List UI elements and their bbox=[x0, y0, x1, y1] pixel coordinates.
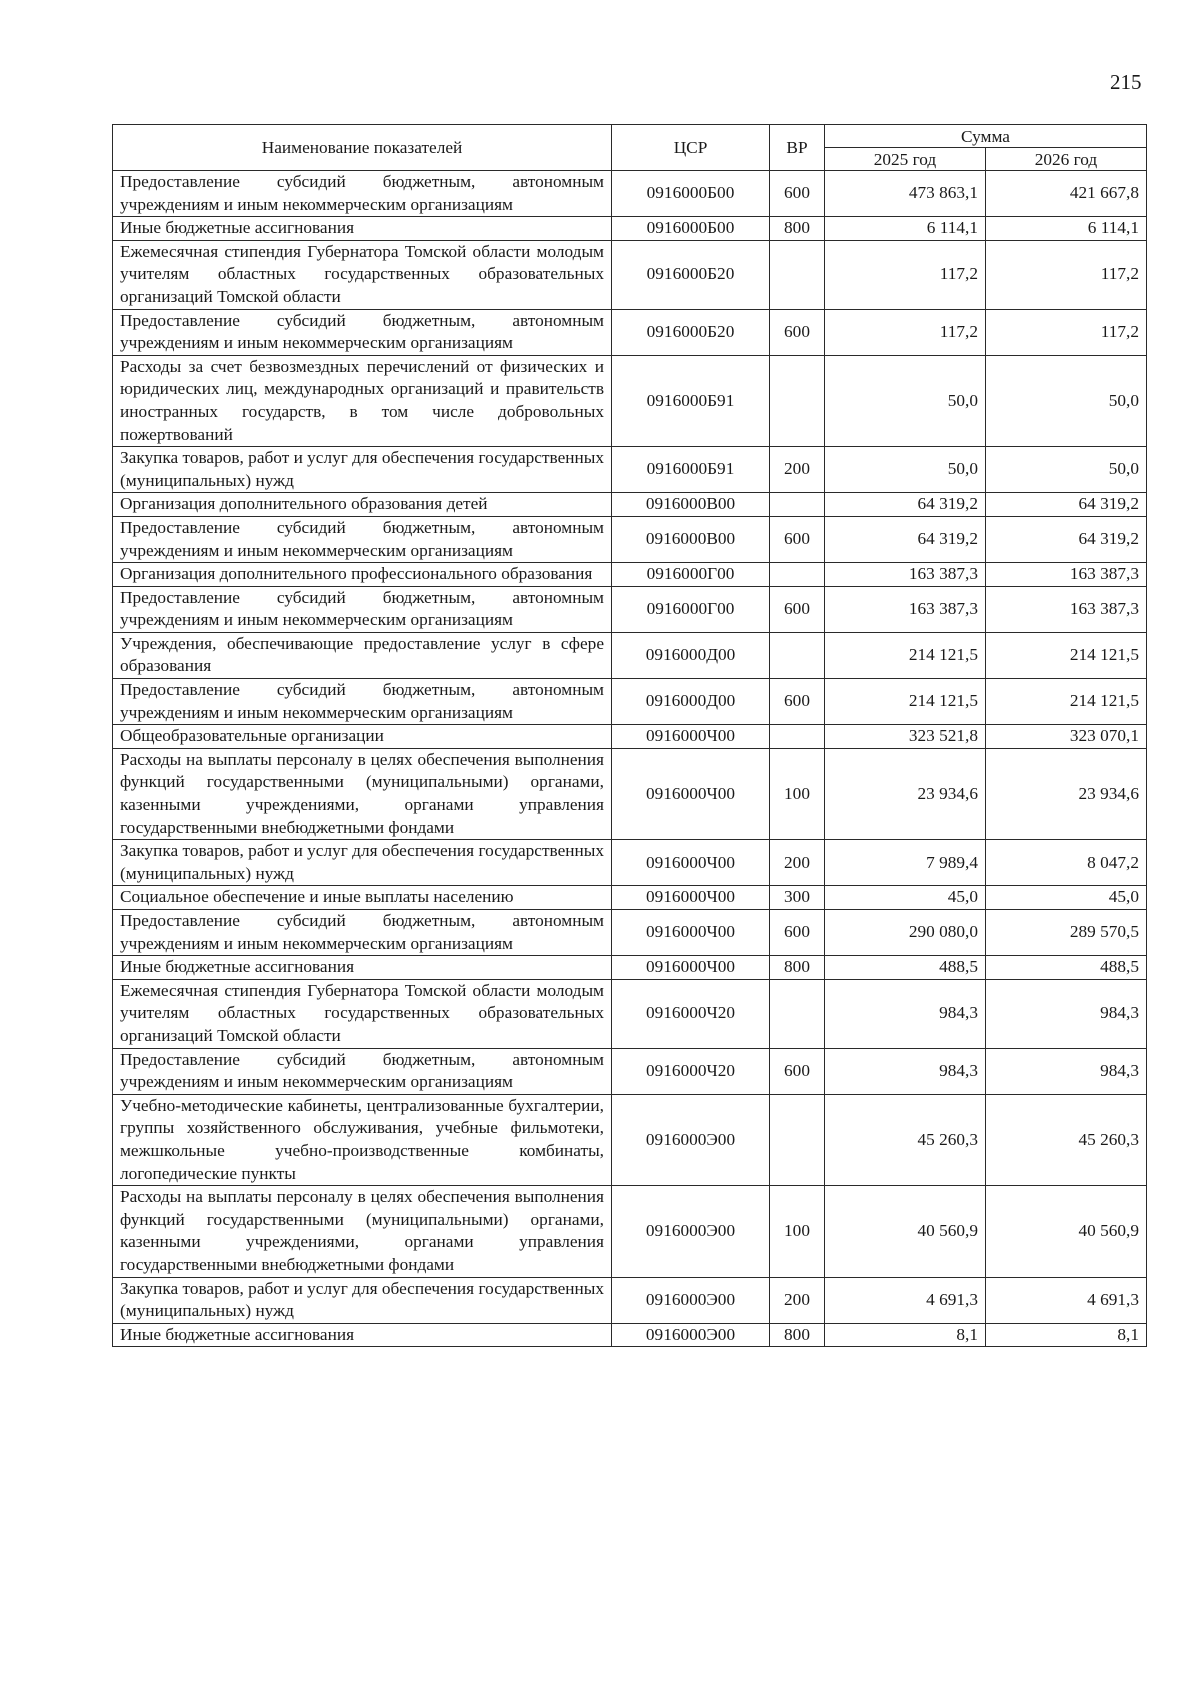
row-vr-cell bbox=[770, 1094, 825, 1185]
row-2026-amount-cell: 984,3 bbox=[986, 979, 1147, 1048]
row-name-cell: Общеобразовательные организации bbox=[113, 725, 612, 749]
row-name-cell: Расходы на выплаты персоналу в целях обеспечения выполнения функций государственными (муниципальными) органами, казенными учреждениями, органами управления государственными внебюджетными фондами bbox=[113, 1186, 612, 1277]
row-2025-amount-cell: 50,0 bbox=[825, 447, 986, 493]
row-2025-amount-cell: 7 989,4 bbox=[825, 840, 986, 886]
row-csr-cell: 0916000Б91 bbox=[612, 447, 770, 493]
row-2026-amount-cell: 64 319,2 bbox=[986, 516, 1147, 562]
row-csr-cell: 0916000Э00 bbox=[612, 1186, 770, 1277]
table-row bbox=[113, 1048, 1147, 1094]
row-name-cell: Предоставление субсидий бюджетным, автономным учреждениям и иным некоммерческим организациям bbox=[113, 516, 612, 562]
row-name-cell: Предоставление субсидий бюджетным, автономным учреждениям и иным некоммерческим организациям bbox=[113, 910, 612, 956]
table-row bbox=[113, 240, 1147, 309]
row-vr-cell bbox=[770, 240, 825, 309]
row-2025-amount-cell: 163 387,3 bbox=[825, 586, 986, 632]
row-2025-amount-cell: 214 121,5 bbox=[825, 679, 986, 725]
header-csr: ЦСР bbox=[612, 125, 770, 171]
row-2025-amount-cell: 64 319,2 bbox=[825, 493, 986, 517]
row-vr-cell: 600 bbox=[770, 910, 825, 956]
row-csr-cell: 0916000Ч00 bbox=[612, 748, 770, 839]
row-2026-amount-cell: 488,5 bbox=[986, 956, 1147, 980]
row-2025-amount-cell: 45 260,3 bbox=[825, 1094, 986, 1185]
row-csr-cell: 0916000Ч20 bbox=[612, 1048, 770, 1094]
table-row bbox=[113, 447, 1147, 493]
table-row bbox=[113, 217, 1147, 241]
row-2026-amount-cell: 323 070,1 bbox=[986, 725, 1147, 749]
row-vr-cell: 200 bbox=[770, 840, 825, 886]
row-csr-cell: 0916000Г00 bbox=[612, 586, 770, 632]
row-name-cell: Предоставление субсидий бюджетным, автономным учреждениям и иным некоммерческим организациям bbox=[113, 679, 612, 725]
row-csr-cell: 0916000Ч00 bbox=[612, 956, 770, 980]
row-2026-amount-cell: 117,2 bbox=[986, 309, 1147, 355]
row-2025-amount-cell: 984,3 bbox=[825, 979, 986, 1048]
row-vr-cell: 300 bbox=[770, 886, 825, 910]
row-name-cell: Иные бюджетные ассигнования bbox=[113, 217, 612, 241]
table-row bbox=[113, 886, 1147, 910]
row-vr-cell: 800 bbox=[770, 956, 825, 980]
row-name-cell: Предоставление субсидий бюджетным, автономным учреждениям и иным некоммерческим организациям bbox=[113, 171, 612, 217]
row-csr-cell: 0916000Ч00 bbox=[612, 725, 770, 749]
row-csr-cell: 0916000Б00 bbox=[612, 171, 770, 217]
row-vr-cell: 100 bbox=[770, 1186, 825, 1277]
row-2026-amount-cell: 984,3 bbox=[986, 1048, 1147, 1094]
row-2025-amount-cell: 4 691,3 bbox=[825, 1277, 986, 1323]
row-vr-cell bbox=[770, 979, 825, 1048]
header-sum: Сумма bbox=[825, 125, 1147, 148]
row-csr-cell: 0916000В00 bbox=[612, 516, 770, 562]
row-2025-amount-cell: 64 319,2 bbox=[825, 516, 986, 562]
row-vr-cell: 600 bbox=[770, 516, 825, 562]
row-vr-cell bbox=[770, 563, 825, 587]
row-2025-amount-cell: 984,3 bbox=[825, 1048, 986, 1094]
row-name-cell: Иные бюджетные ассигнования bbox=[113, 1323, 612, 1347]
row-vr-cell: 600 bbox=[770, 679, 825, 725]
row-2025-amount-cell: 45,0 bbox=[825, 886, 986, 910]
row-2025-amount-cell: 117,2 bbox=[825, 309, 986, 355]
row-2025-amount-cell: 40 560,9 bbox=[825, 1186, 986, 1277]
row-name-cell: Закупка товаров, работ и услуг для обеспечения государственных (муниципальных) нужд bbox=[113, 1277, 612, 1323]
row-2025-amount-cell: 473 863,1 bbox=[825, 171, 986, 217]
row-csr-cell: 0916000Д00 bbox=[612, 679, 770, 725]
table-header bbox=[113, 125, 1147, 171]
row-name-cell: Предоставление субсидий бюджетным, автономным учреждениям и иным некоммерческим организациям bbox=[113, 1048, 612, 1094]
row-2026-amount-cell: 23 934,6 bbox=[986, 748, 1147, 839]
row-2026-amount-cell: 163 387,3 bbox=[986, 586, 1147, 632]
row-vr-cell: 200 bbox=[770, 447, 825, 493]
row-2026-amount-cell: 64 319,2 bbox=[986, 493, 1147, 517]
row-2026-amount-cell: 50,0 bbox=[986, 355, 1147, 446]
row-csr-cell: 0916000Б20 bbox=[612, 240, 770, 309]
row-2026-amount-cell: 214 121,5 bbox=[986, 679, 1147, 725]
table-row bbox=[113, 493, 1147, 517]
header-year-2026: 2026 год bbox=[986, 148, 1147, 171]
table-row bbox=[113, 516, 1147, 562]
row-2026-amount-cell: 40 560,9 bbox=[986, 1186, 1147, 1277]
row-2026-amount-cell: 45 260,3 bbox=[986, 1094, 1147, 1185]
row-name-cell: Закупка товаров, работ и услуг для обеспечения государственных (муниципальных) нужд bbox=[113, 840, 612, 886]
table-row bbox=[113, 840, 1147, 886]
table-row bbox=[113, 956, 1147, 980]
row-csr-cell: 0916000В00 bbox=[612, 493, 770, 517]
row-2026-amount-cell: 4 691,3 bbox=[986, 1277, 1147, 1323]
row-2026-amount-cell: 50,0 bbox=[986, 447, 1147, 493]
row-vr-cell: 200 bbox=[770, 1277, 825, 1323]
row-name-cell: Организация дополнительного профессионального образования bbox=[113, 563, 612, 587]
row-csr-cell: 0916000Б20 bbox=[612, 309, 770, 355]
header-vr: ВР bbox=[770, 125, 825, 171]
row-vr-cell: 600 bbox=[770, 1048, 825, 1094]
table-row bbox=[113, 1186, 1147, 1277]
table-row bbox=[113, 309, 1147, 355]
row-name-cell: Ежемесячная стипендия Губернатора Томской области молодым учителям областных государственных образовательных организаций Томской области bbox=[113, 979, 612, 1048]
row-2026-amount-cell: 214 121,5 bbox=[986, 632, 1147, 678]
row-csr-cell: 0916000Б00 bbox=[612, 217, 770, 241]
row-2026-amount-cell: 117,2 bbox=[986, 240, 1147, 309]
row-2025-amount-cell: 8,1 bbox=[825, 1323, 986, 1347]
row-2025-amount-cell: 50,0 bbox=[825, 355, 986, 446]
row-csr-cell: 0916000Ч00 bbox=[612, 886, 770, 910]
row-name-cell: Предоставление субсидий бюджетным, автономным учреждениям и иным некоммерческим организациям bbox=[113, 309, 612, 355]
table-row bbox=[113, 1277, 1147, 1323]
row-2025-amount-cell: 117,2 bbox=[825, 240, 986, 309]
row-vr-cell bbox=[770, 632, 825, 678]
table-row bbox=[113, 586, 1147, 632]
table-row bbox=[113, 910, 1147, 956]
row-csr-cell: 0916000Ч20 bbox=[612, 979, 770, 1048]
row-2025-amount-cell: 214 121,5 bbox=[825, 632, 986, 678]
row-csr-cell: 0916000Б91 bbox=[612, 355, 770, 446]
row-2025-amount-cell: 323 521,8 bbox=[825, 725, 986, 749]
row-vr-cell bbox=[770, 725, 825, 749]
row-2026-amount-cell: 45,0 bbox=[986, 886, 1147, 910]
row-name-cell: Предоставление субсидий бюджетным, автономным учреждениям и иным некоммерческим организациям bbox=[113, 586, 612, 632]
table-row bbox=[113, 632, 1147, 678]
row-2025-amount-cell: 6 114,1 bbox=[825, 217, 986, 241]
row-vr-cell: 800 bbox=[770, 1323, 825, 1347]
row-csr-cell: 0916000Э00 bbox=[612, 1094, 770, 1185]
row-name-cell: Ежемесячная стипендия Губернатора Томской области молодым учителям областных государственных образовательных организаций Томской области bbox=[113, 240, 612, 309]
row-2026-amount-cell: 163 387,3 bbox=[986, 563, 1147, 587]
row-vr-cell: 600 bbox=[770, 309, 825, 355]
row-2026-amount-cell: 8,1 bbox=[986, 1323, 1147, 1347]
row-vr-cell: 600 bbox=[770, 586, 825, 632]
row-vr-cell bbox=[770, 493, 825, 517]
table-row bbox=[113, 748, 1147, 839]
row-csr-cell: 0916000Э00 bbox=[612, 1323, 770, 1347]
row-vr-cell: 600 bbox=[770, 171, 825, 217]
table-row bbox=[113, 679, 1147, 725]
row-name-cell: Учебно-методические кабинеты, централизованные бухгалтерии, группы хозяйственного обслуживания, учебные фильмотеки, межшкольные учебно-производственные комбинаты, логопедические пункты bbox=[113, 1094, 612, 1185]
row-2026-amount-cell: 8 047,2 bbox=[986, 840, 1147, 886]
row-name-cell: Учреждения, обеспечивающие предоставление услуг в сфере образования bbox=[113, 632, 612, 678]
table-row bbox=[113, 1323, 1147, 1347]
page-number: 215 bbox=[1110, 70, 1142, 94]
row-2026-amount-cell: 421 667,8 bbox=[986, 171, 1147, 217]
row-name-cell: Иные бюджетные ассигнования bbox=[113, 956, 612, 980]
row-name-cell: Расходы за счет безвозмездных перечислений от физических и юридических лиц, международных организаций и правительств иностранных государств, в том числе добровольных пожертвований bbox=[113, 355, 612, 446]
row-2025-amount-cell: 163 387,3 bbox=[825, 563, 986, 587]
row-csr-cell: 0916000Г00 bbox=[612, 563, 770, 587]
row-name-cell: Организация дополнительного образования детей bbox=[113, 493, 612, 517]
table-row bbox=[113, 1094, 1147, 1185]
row-vr-cell: 100 bbox=[770, 748, 825, 839]
row-2026-amount-cell: 6 114,1 bbox=[986, 217, 1147, 241]
table-row bbox=[113, 725, 1147, 749]
header-name: Наименование показателей bbox=[113, 125, 612, 171]
row-vr-cell bbox=[770, 355, 825, 446]
row-2025-amount-cell: 290 080,0 bbox=[825, 910, 986, 956]
row-csr-cell: 0916000Э00 bbox=[612, 1277, 770, 1323]
table-row bbox=[113, 171, 1147, 217]
row-csr-cell: 0916000Д00 bbox=[612, 632, 770, 678]
row-2025-amount-cell: 23 934,6 bbox=[825, 748, 986, 839]
table-row bbox=[113, 355, 1147, 446]
header-year-2025: 2025 год bbox=[825, 148, 986, 171]
table-row bbox=[113, 979, 1147, 1048]
row-name-cell: Расходы на выплаты персоналу в целях обеспечения выполнения функций государственными (муниципальными) органами, казенными учреждениями, органами управления государственными внебюджетными фондами bbox=[113, 748, 612, 839]
row-2026-amount-cell: 289 570,5 bbox=[986, 910, 1147, 956]
budget-table bbox=[112, 124, 1147, 1347]
row-2025-amount-cell: 488,5 bbox=[825, 956, 986, 980]
row-csr-cell: 0916000Ч00 bbox=[612, 840, 770, 886]
row-csr-cell: 0916000Ч00 bbox=[612, 910, 770, 956]
row-name-cell: Закупка товаров, работ и услуг для обеспечения государственных (муниципальных) нужд bbox=[113, 447, 612, 493]
row-name-cell: Социальное обеспечение и иные выплаты населению bbox=[113, 886, 612, 910]
table-row bbox=[113, 563, 1147, 587]
table-body bbox=[113, 171, 1147, 1347]
row-vr-cell: 800 bbox=[770, 217, 825, 241]
